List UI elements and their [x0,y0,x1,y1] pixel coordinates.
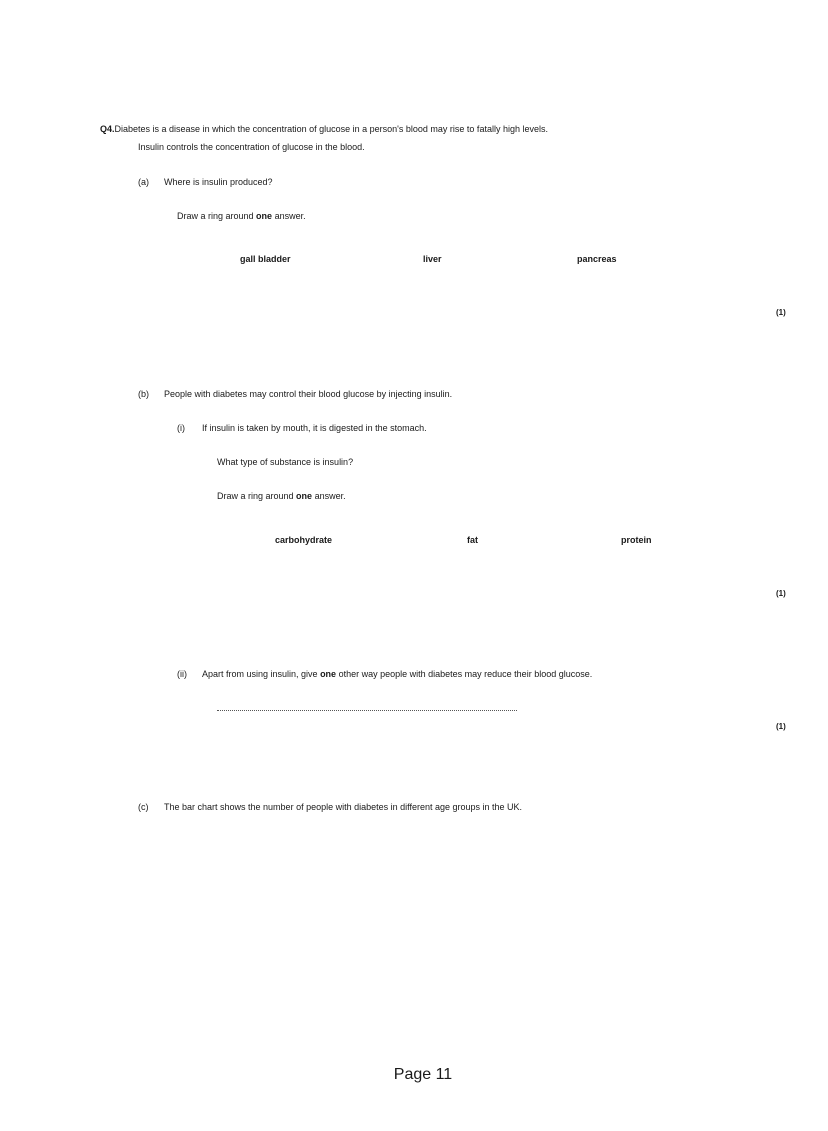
part-a-instruction: Draw a ring around one answer. [177,211,306,221]
part-a-label: (a) [138,177,149,187]
option-carbohydrate[interactable]: carbohydrate [275,535,333,545]
question-intro-line1: Q4.Diabetes is a disease in which the concentration of glucose in a person's blood may rise to fatally high levels. [100,124,548,134]
part-b-intro: People with diabetes may control their blood glucose by injecting insulin. [164,389,453,399]
option-liver[interactable]: liver [423,254,442,264]
part-c-text: The bar chart shows the number of people with diabetes in different age groups in the UK. [164,802,523,812]
part-b-i-statement: If insulin is taken by mouth, it is digested in the stomach. [202,423,427,433]
question-intro-line2: Insulin controls the concentration of glucose in the blood. [138,142,365,152]
answer-line[interactable] [217,710,517,711]
option-gall-bladder[interactable]: gall bladder [240,254,291,264]
part-b-i-question: What type of substance is insulin? [217,457,354,467]
part-b-ii-label: (ii) [177,669,187,679]
option-fat[interactable]: fat [467,535,478,545]
part-b-ii-question: Apart from using insulin, give one other way people with diabetes may reduce their blood glucose. [202,669,593,679]
option-pancreas[interactable]: pancreas [577,254,617,264]
part-b-ii-marks: (1) [776,722,786,731]
part-a-question: Where is insulin produced? [164,177,273,187]
option-protein[interactable]: protein [621,535,652,545]
part-b-i-instruction: Draw a ring around one answer. [217,491,346,501]
part-a-marks: (1) [776,308,786,317]
part-b-i-label: (i) [177,423,185,433]
question-number: Q4. [100,124,115,134]
page-number: Page 11 [393,1066,453,1083]
part-c-label: (c) [138,802,149,812]
part-b-label: (b) [138,389,149,399]
part-b-i-marks: (1) [776,589,786,598]
